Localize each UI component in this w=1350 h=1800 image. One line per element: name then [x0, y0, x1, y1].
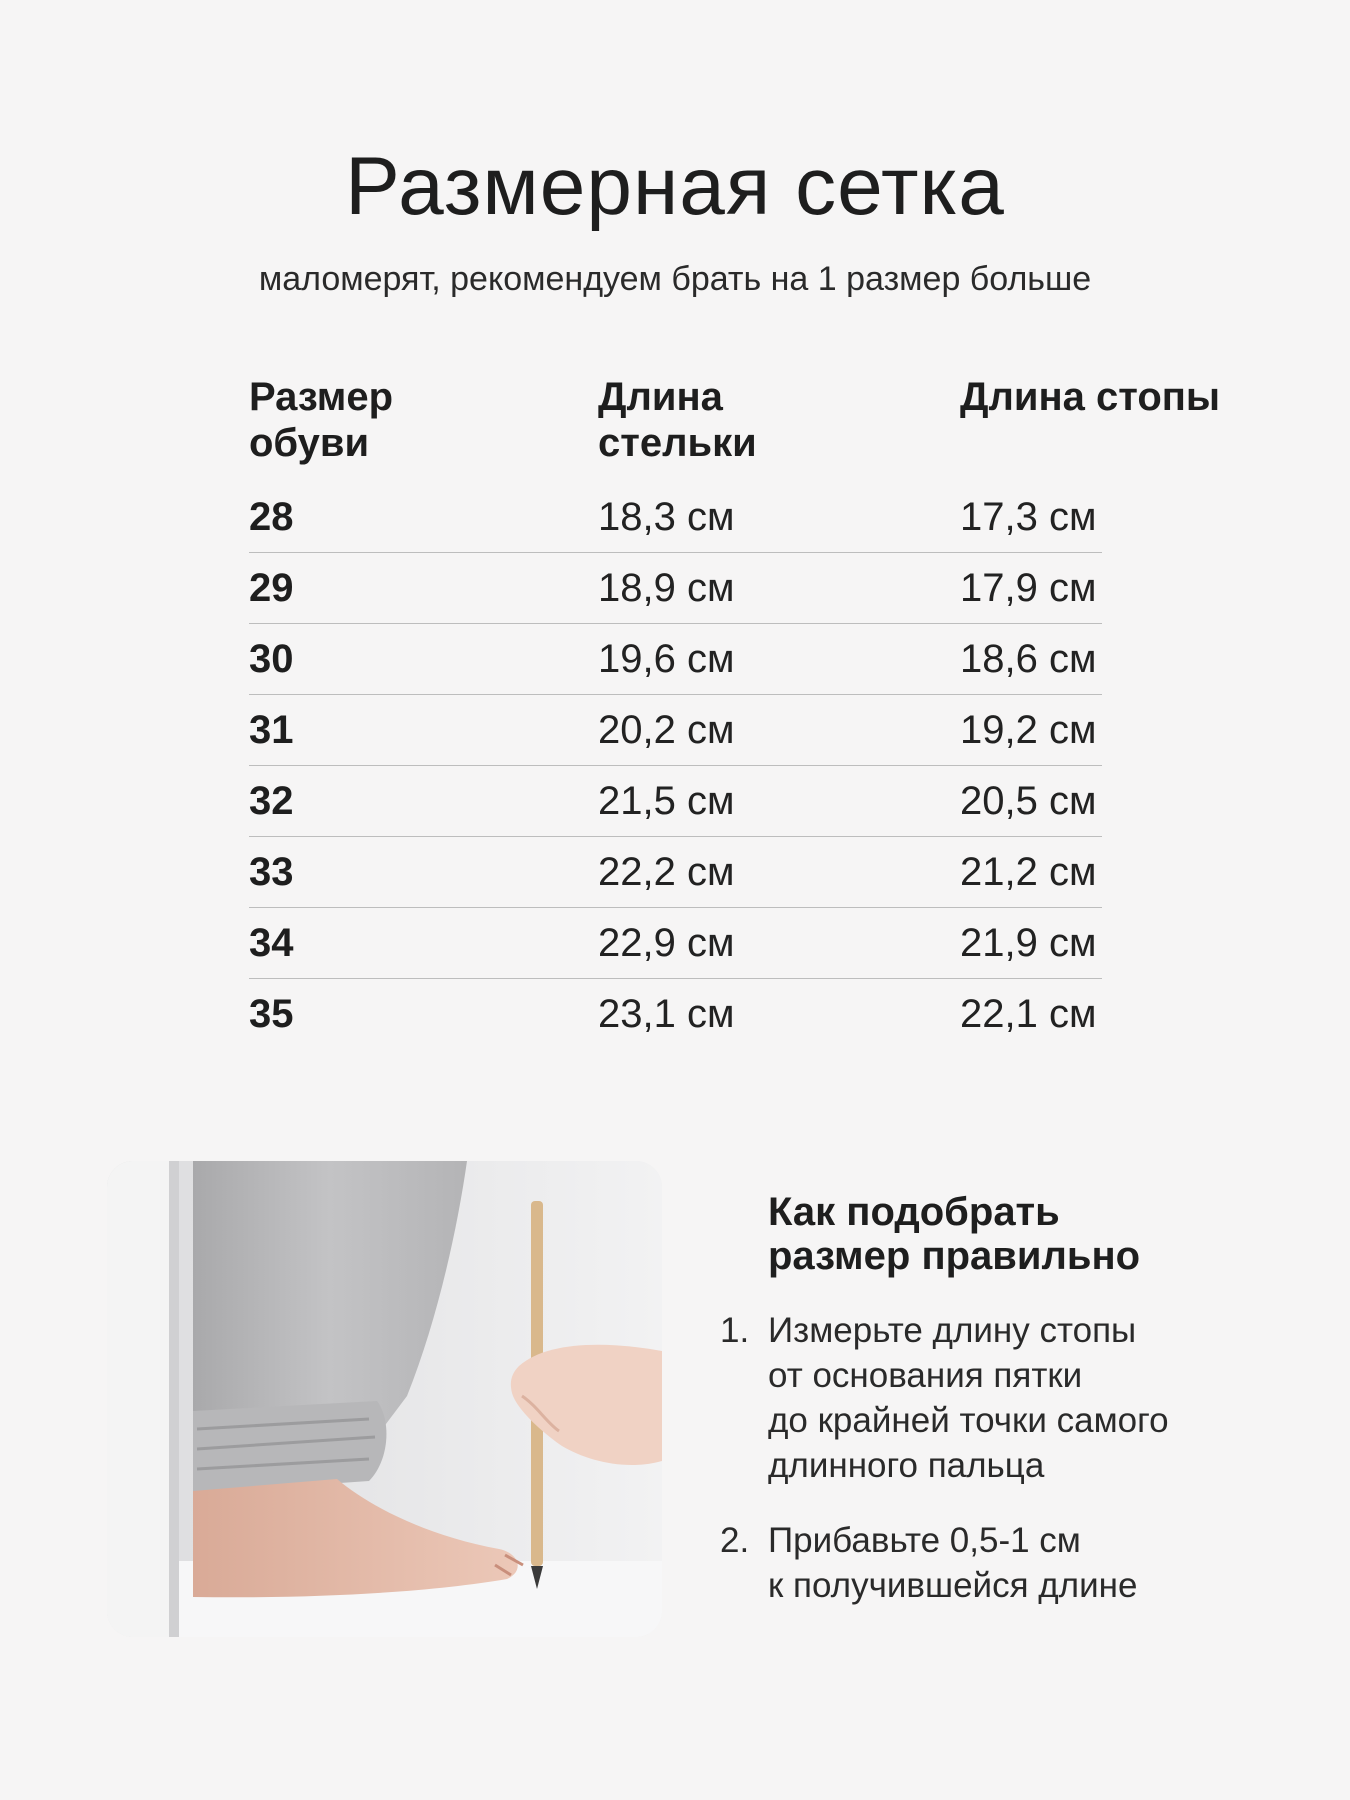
foot-measuring-illustration [107, 1161, 662, 1637]
table-row [249, 979, 1102, 1049]
table-row [249, 837, 1102, 908]
insole-length: 18,3 см [598, 494, 735, 539]
header-insole-length: Длина стельки [598, 375, 757, 465]
header-shoe-size: Размер обуви [249, 375, 394, 465]
step-number: 1. [720, 1311, 750, 1350]
insole-length: 20,2 см [598, 707, 735, 752]
shoe-size: 30 [249, 636, 294, 681]
howto-steps [720, 1308, 1330, 1638]
insole-length: 22,2 см [598, 849, 735, 894]
list-item [720, 1518, 1330, 1608]
insole-length: 22,9 см [598, 920, 735, 965]
table-row [249, 624, 1102, 695]
foot-length: 21,9 см [960, 920, 1097, 965]
foot-length: 20,5 см [960, 778, 1097, 823]
foot-length: 21,2 см [960, 849, 1097, 894]
step-text: Прибавьте 0,5-1 см к получившейся длине [768, 1521, 1138, 1605]
shoe-size: 35 [249, 991, 294, 1036]
wall-panel [107, 1161, 179, 1637]
shoe-size: 29 [249, 565, 294, 610]
wall-edge [169, 1161, 179, 1637]
list-item [720, 1308, 1330, 1488]
foot-length: 17,3 см [960, 494, 1097, 539]
table-row [249, 695, 1102, 766]
shoe-size: 33 [249, 849, 294, 894]
insole-length: 21,5 см [598, 778, 735, 823]
howto-title: Как подобрать размер правильно [768, 1190, 1141, 1278]
insole-length: 19,6 см [598, 636, 735, 681]
foot-length: 19,2 см [960, 707, 1097, 752]
table-row [249, 908, 1102, 979]
page-subtitle: маломерят, рекомендуем брать на 1 размер больше [258, 260, 1092, 298]
shoe-size: 32 [249, 778, 294, 823]
table-row [249, 766, 1102, 837]
foot-measuring-photo [107, 1161, 662, 1637]
header-foot-length: Длина стопы [960, 375, 1221, 419]
table-row [249, 553, 1102, 624]
step-number: 2. [720, 1521, 750, 1560]
insole-length: 23,1 см [598, 991, 735, 1036]
page-title: Размерная сетка [345, 141, 1005, 232]
table-header [249, 374, 1221, 482]
shoe-size: 34 [249, 920, 294, 965]
step-text: Измерьте длину стопы от основания пятки до крайней точки самого длинного пальца [768, 1311, 1169, 1485]
insole-length: 18,9 см [598, 565, 735, 610]
shoe-size: 31 [249, 707, 294, 752]
foot-length: 22,1 см [960, 991, 1097, 1036]
size-table [249, 374, 1221, 1049]
table-row [249, 482, 1102, 553]
foot-length: 17,9 см [960, 565, 1097, 610]
foot-length: 18,6 см [960, 636, 1097, 681]
shoe-size: 28 [249, 494, 294, 539]
